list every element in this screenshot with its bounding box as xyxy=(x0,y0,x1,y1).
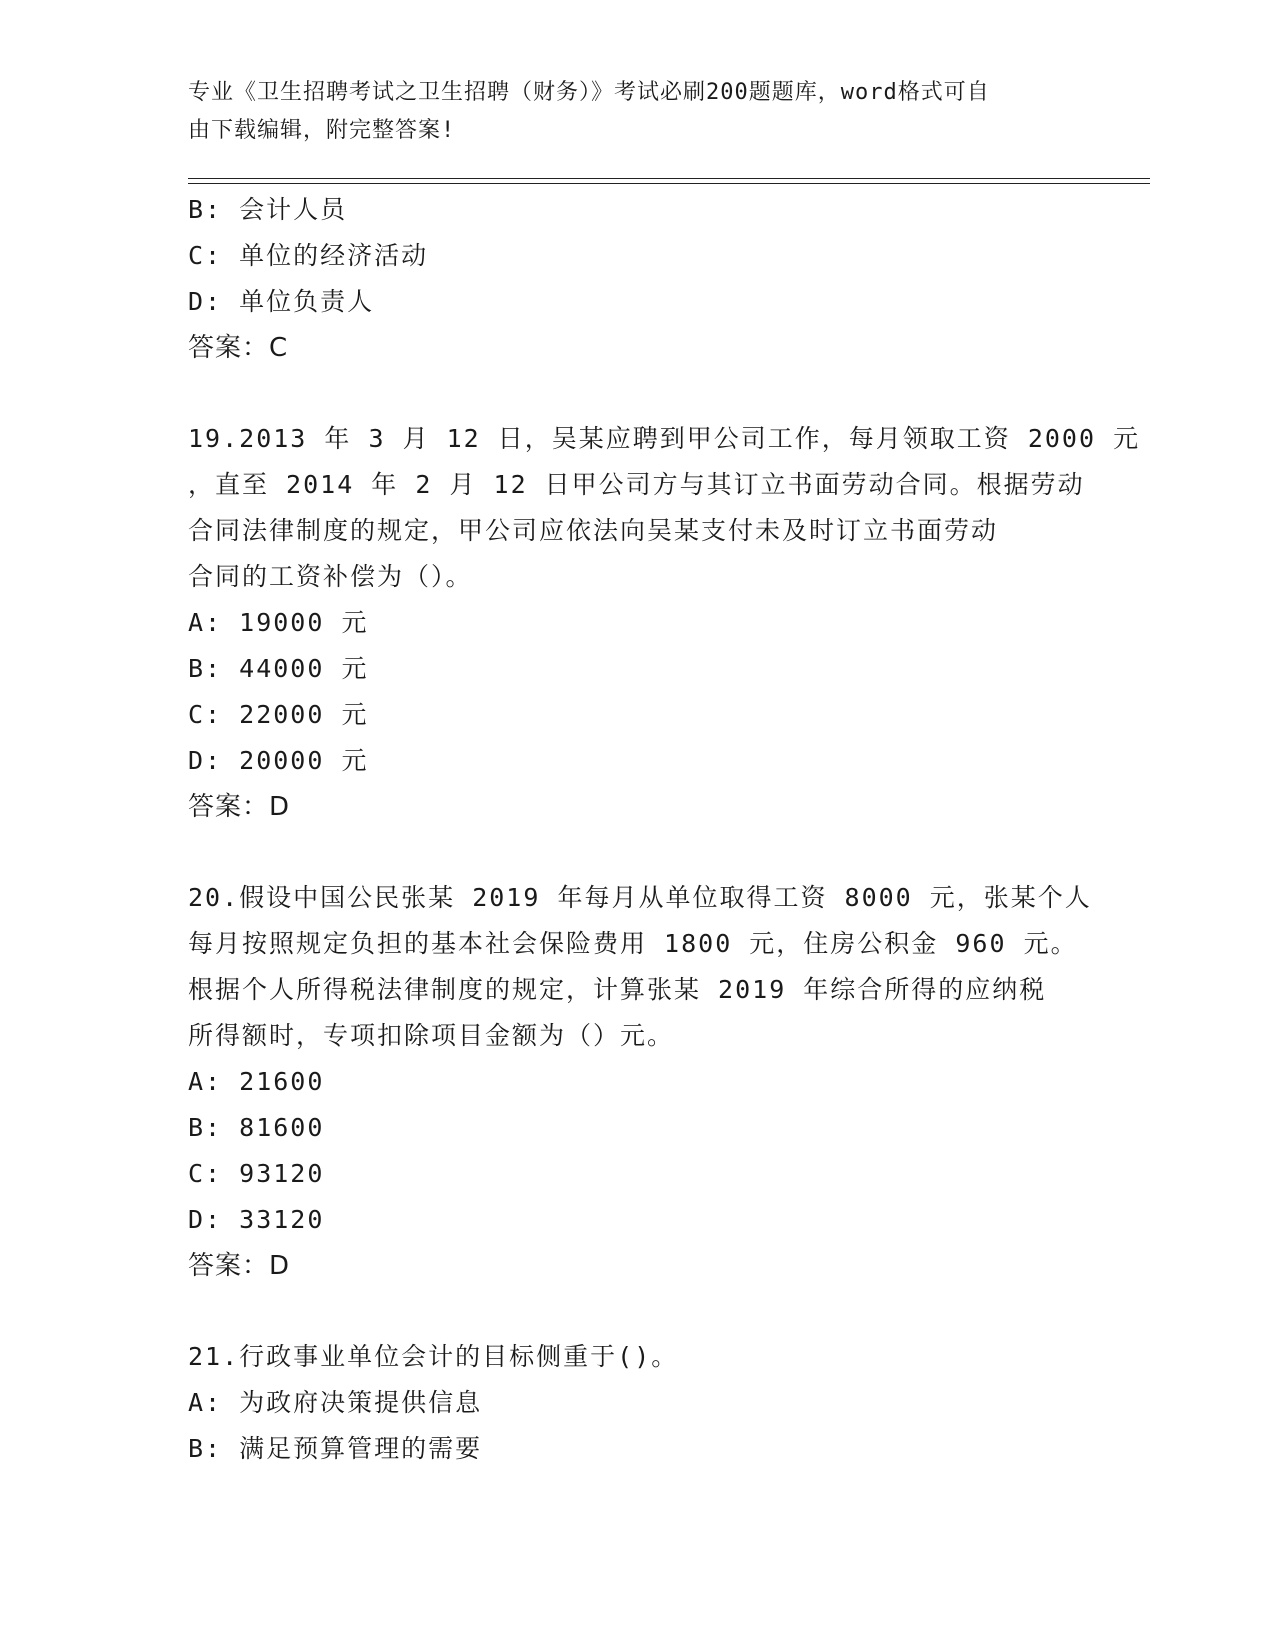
spacer xyxy=(188,1289,1088,1334)
question-text-line: 20.假设中国公民张某 2019 年每月从单位取得工资 8000 元，张某个人 xyxy=(188,883,1092,912)
option-b: B: 81600 xyxy=(188,1113,325,1142)
header-divider-bottom xyxy=(188,183,1150,184)
option-b: B: 满足预算管理的需要 xyxy=(188,1434,483,1463)
option-d: D: 20000 元 xyxy=(188,746,369,775)
question-21 xyxy=(188,1334,1088,1472)
option-c: C: 22000 元 xyxy=(188,700,369,729)
question-20 xyxy=(188,875,1092,1289)
question-18-tail xyxy=(188,187,1088,371)
spacer xyxy=(188,371,1088,416)
option-d: D: 33120 xyxy=(188,1205,325,1234)
option-c: C: 93120 xyxy=(188,1159,325,1188)
option-b: B: 会计人员 xyxy=(188,195,348,224)
option-b: B: 44000 元 xyxy=(188,654,369,683)
question-text-line: 合同的工资补偿为（）。 xyxy=(188,562,473,591)
question-text-line: 所得额时，专项扣除项目金额为（）元。 xyxy=(188,1021,675,1050)
spacer xyxy=(188,830,1088,875)
answer-line: 答案：D xyxy=(188,792,291,822)
question-text-line: 21.行政事业单位会计的目标侧重于()。 xyxy=(188,1342,679,1371)
question-text-line: ，直至 2014 年 2 月 12 日甲公司方与其订立书面劳动合同。根据劳动 xyxy=(188,470,1085,499)
option-a: A: 19000 元 xyxy=(188,608,369,637)
header-divider-top xyxy=(188,178,1150,179)
header-line-1: 专业《卫生招聘考试之卫生招聘（财务）》考试必刷200题题库，word格式可自 xyxy=(188,80,990,105)
question-text-line: 根据个人所得税法律制度的规定，计算张某 2019 年综合所得的应纳税 xyxy=(188,975,1047,1004)
header-line-2: 由下载编辑，附完整答案! xyxy=(188,118,456,143)
answer-line: 答案：D xyxy=(188,1251,291,1281)
option-a: A: 21600 xyxy=(188,1067,325,1096)
question-19 xyxy=(188,416,1141,830)
document-header xyxy=(188,74,1068,150)
answer-line: 答案：C xyxy=(188,333,289,363)
question-text-line: 每月按照规定负担的基本社会保险费用 1800 元，住房公积金 960 元。 xyxy=(188,929,1078,958)
question-text-line: 合同法律制度的规定，甲公司应依法向吴某支付未及时订立书面劳动 xyxy=(188,516,999,545)
option-a: A: 为政府决策提供信息 xyxy=(188,1388,483,1417)
option-c: C: 单位的经济活动 xyxy=(188,241,429,270)
option-d: D: 单位负责人 xyxy=(188,287,375,316)
question-text-line: 19.2013 年 3 月 12 日，吴某应聘到甲公司工作，每月领取工资 2000 元 xyxy=(188,424,1141,453)
document-body xyxy=(188,187,1141,1472)
